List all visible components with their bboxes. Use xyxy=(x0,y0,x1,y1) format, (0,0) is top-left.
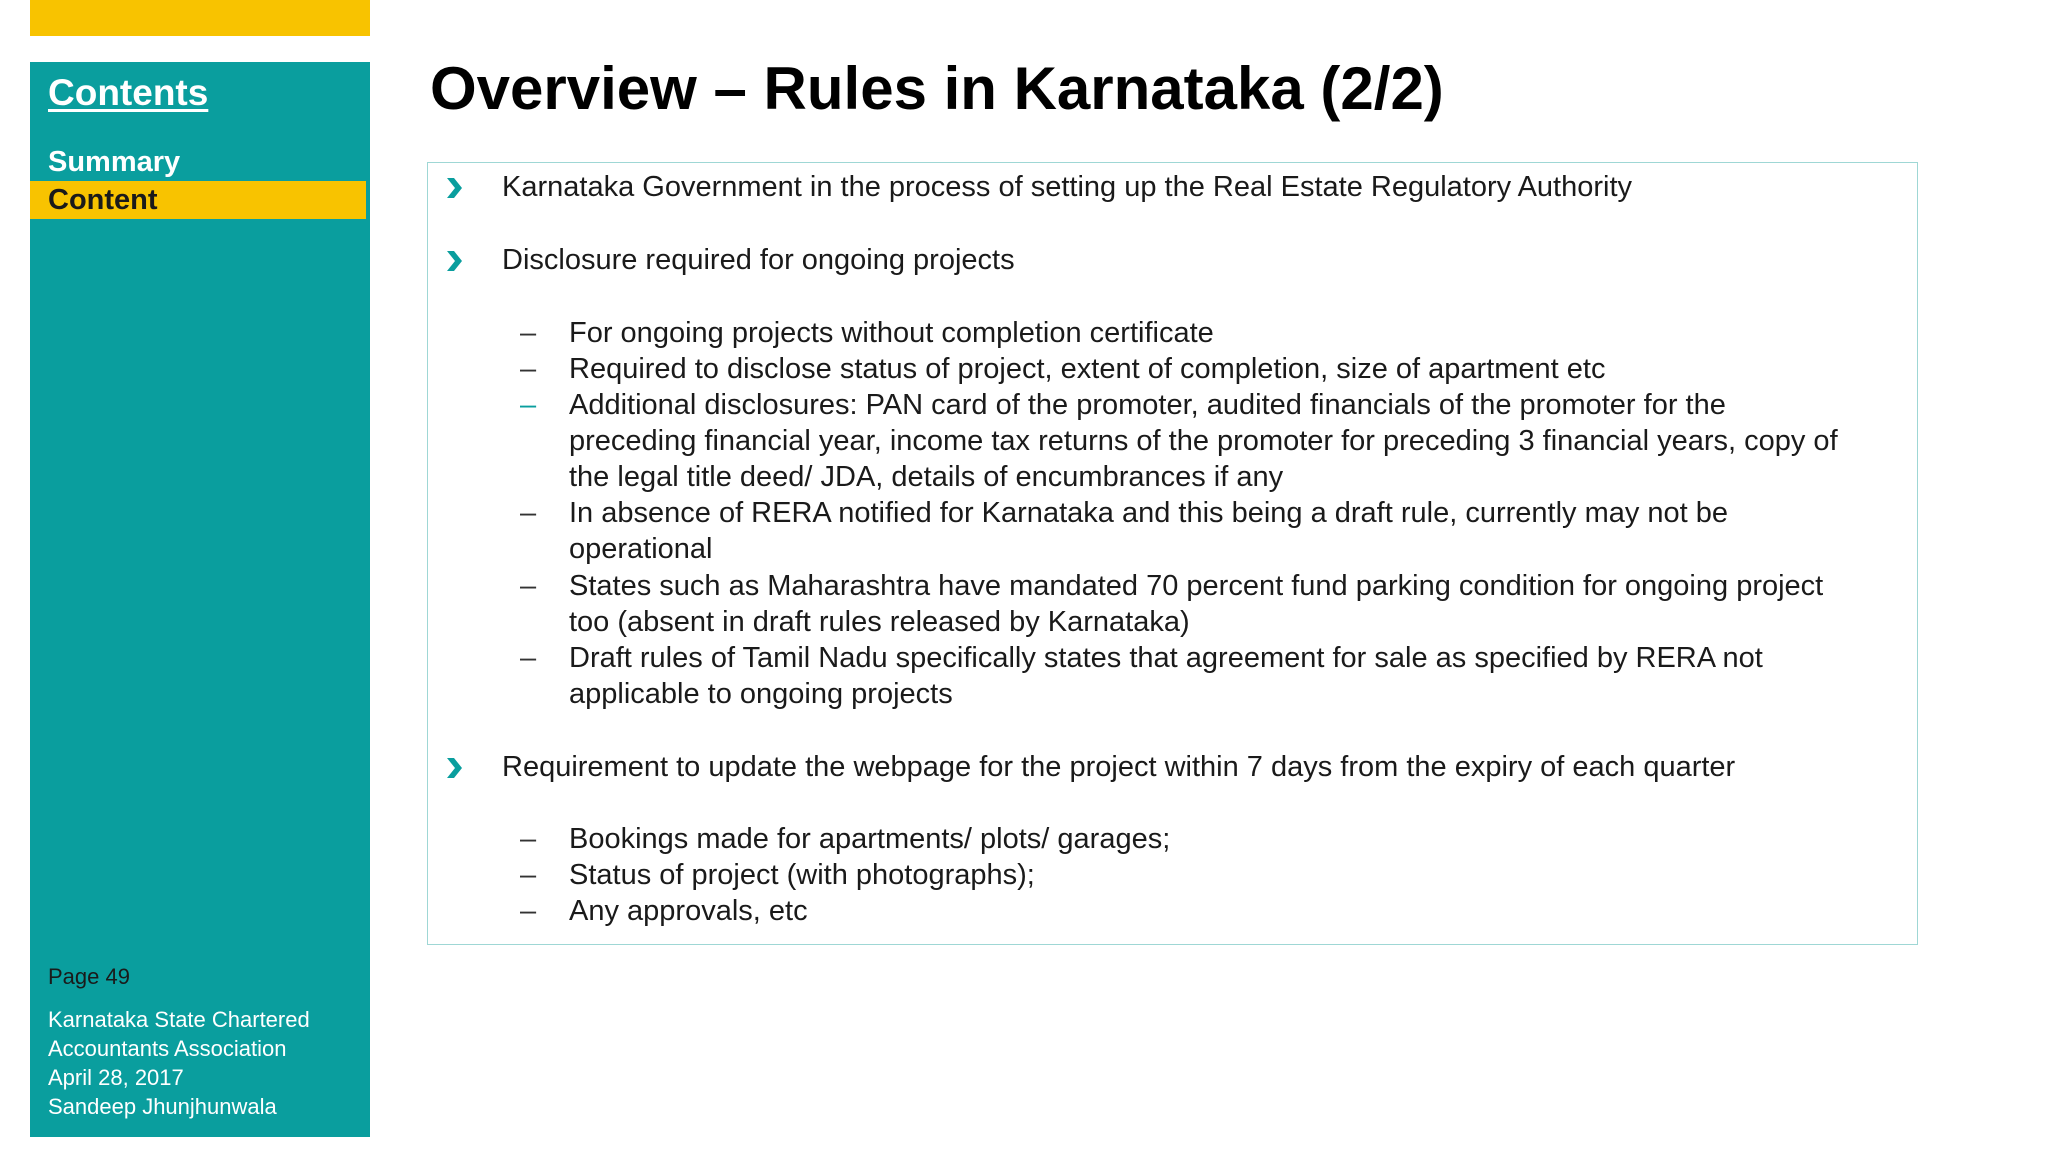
footer-info xyxy=(48,1005,310,1121)
dash-marker: – xyxy=(520,642,537,674)
dash-marker: – xyxy=(520,570,537,602)
dash-marker: – xyxy=(520,389,537,421)
sub-item-text: preceding financial year, income tax returns of the promoter for preceding 3 financial years, copy of xyxy=(569,425,1838,457)
page-number: Page 49 xyxy=(48,964,130,989)
sub-item-text: Draft rules of Tamil Nadu specifically states that agreement for sale as specified by RERA not xyxy=(569,642,1763,674)
sub-item-text: For ongoing projects without completion certificate xyxy=(569,317,1214,349)
sidebar xyxy=(30,62,370,1137)
nav-item-summary[interactable]: Summary xyxy=(48,146,181,178)
dash-marker: – xyxy=(520,859,537,891)
bullet-text: Karnataka Government in the process of setting up the Real Estate Regulatory Authority xyxy=(502,171,1633,203)
footer-line: Sandeep Jhunjhunwala xyxy=(48,1094,277,1119)
sub-item-text: Bookings made for apartments/ plots/ garages; xyxy=(569,823,1171,855)
footer-line: April 28, 2017 xyxy=(48,1065,184,1090)
nav-item-content[interactable]: Content xyxy=(30,181,366,219)
sub-item-text: the legal title deed/ JDA, details of encumbrances if any xyxy=(569,461,1284,493)
sub-item-text: applicable to ongoing projects xyxy=(569,678,953,710)
chevron-right-icon xyxy=(444,176,464,200)
chevron-right-icon xyxy=(444,756,464,780)
sub-item-text: In absence of RERA notified for Karnataka and this being a draft rule, currently may not be xyxy=(569,497,1729,529)
chevron-right-icon xyxy=(444,249,464,273)
content-box xyxy=(427,162,1918,945)
dash-marker: – xyxy=(520,823,537,855)
footer-line: Karnataka State Chartered xyxy=(48,1007,310,1032)
top-accent-bar xyxy=(30,0,370,36)
sub-item-text: Any approvals, etc xyxy=(569,895,808,927)
footer-line: Accountants Association xyxy=(48,1036,287,1061)
dash-marker: – xyxy=(520,895,537,927)
contents-link[interactable]: Contents xyxy=(48,72,209,113)
sub-item-text: Status of project (with photographs); xyxy=(569,859,1035,891)
sub-item-text: Required to disclose status of project, extent of completion, size of apartment etc xyxy=(569,353,1606,385)
sub-item-text: States such as Maharashtra have mandated 70 percent fund parking condition for ongoing project xyxy=(569,570,1824,602)
sub-item-text: operational xyxy=(569,533,713,565)
sub-item-text: too (absent in draft rules released by Karnataka) xyxy=(569,606,1190,638)
dash-marker: – xyxy=(520,317,537,349)
sub-item-text: Additional disclosures: PAN card of the promoter, audited financials of the promoter for the xyxy=(569,389,1726,421)
slide-title: Overview – Rules in Karnataka (2/2) xyxy=(430,55,1444,122)
bullet-text: Disclosure required for ongoing projects xyxy=(502,244,1015,276)
dash-marker: – xyxy=(520,353,537,385)
dash-marker: – xyxy=(520,497,537,529)
bullet-text: Requirement to update the webpage for the project within 7 days from the expiry of each quarter xyxy=(502,751,1736,783)
